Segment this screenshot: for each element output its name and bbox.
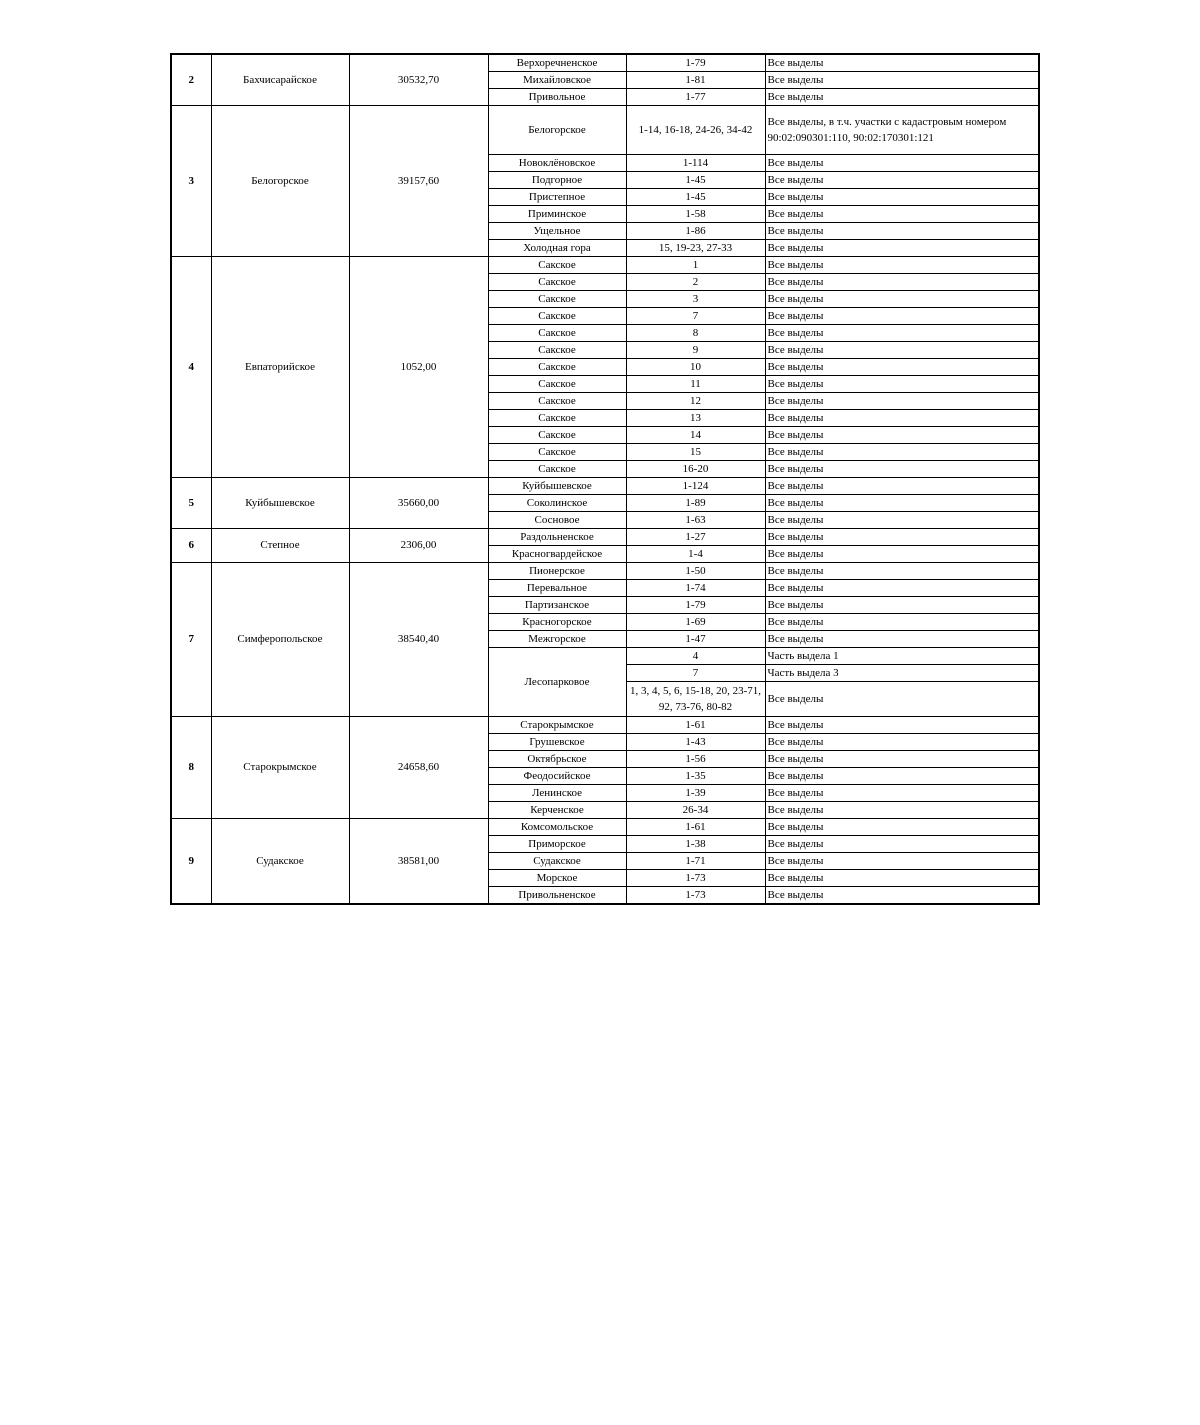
district-name: Красногвардейское — [488, 546, 626, 563]
vydel-description: Все выделы — [765, 342, 1039, 359]
district-name: Михайловское — [488, 72, 626, 89]
district-name: Привольное — [488, 89, 626, 106]
lesnichestvo-number: 5 — [171, 478, 211, 529]
district-name: Перевальное — [488, 580, 626, 597]
vydel-description: Все выделы — [765, 410, 1039, 427]
lesnichestvo-name: Симферопольское — [211, 563, 349, 717]
district-name: Межгорское — [488, 631, 626, 648]
kvartal-numbers: 8 — [626, 325, 765, 342]
district-name: Комсомольское — [488, 819, 626, 836]
vydel-description: Все выделы — [765, 444, 1039, 461]
vydel-description: Все выделы — [765, 495, 1039, 512]
table-row — [171, 563, 1039, 580]
lesnichestvo-name: Белогорское — [211, 106, 349, 257]
kvartal-numbers: 15 — [626, 444, 765, 461]
lesnichestvo-number: 8 — [171, 717, 211, 819]
district-name: Красногорское — [488, 614, 626, 631]
kvartal-numbers: 7 — [626, 308, 765, 325]
lesnichestvo-area: 1052,00 — [349, 257, 488, 478]
lesnichestvo-area: 2306,00 — [349, 529, 488, 563]
kvartal-numbers: 1-39 — [626, 785, 765, 802]
table-row — [171, 529, 1039, 546]
vydel-description: Все выделы — [765, 768, 1039, 785]
vydel-description: Все выделы — [765, 870, 1039, 887]
vydel-description: Все выделы — [765, 461, 1039, 478]
lesnichestvo-number: 2 — [171, 54, 211, 106]
vydel-description: Все выделы — [765, 257, 1039, 274]
kvartal-numbers: 10 — [626, 359, 765, 376]
vydel-description: Все выделы — [765, 614, 1039, 631]
lesnichestvo-area: 38540,40 — [349, 563, 488, 717]
kvartal-numbers: 1-81 — [626, 72, 765, 89]
kvartal-numbers: 13 — [626, 410, 765, 427]
kvartal-numbers: 1-86 — [626, 223, 765, 240]
vydel-description: Все выделы — [765, 376, 1039, 393]
lesnichestvo-number: 9 — [171, 819, 211, 905]
vydel-description: Все выделы, в т.ч. участки с кадастровым номером 90:02:090301:110, 90:02:170301:121 — [765, 106, 1039, 155]
district-name: Феодосийское — [488, 768, 626, 785]
lesnichestvo-name: Бахчисарайское — [211, 54, 349, 106]
forestry-table — [170, 53, 1040, 905]
kvartal-numbers: 1-71 — [626, 853, 765, 870]
vydel-description: Все выделы — [765, 597, 1039, 614]
district-name: Керченское — [488, 802, 626, 819]
kvartal-numbers: 15, 19-23, 27-33 — [626, 240, 765, 257]
district-name: Новоклёновское — [488, 155, 626, 172]
kvartal-numbers: 7 — [626, 665, 765, 682]
district-name: Сакское — [488, 444, 626, 461]
district-name: Привольненское — [488, 887, 626, 905]
lesnichestvo-name: Евпаторийское — [211, 257, 349, 478]
kvartal-numbers: 1, 3, 4, 5, 6, 15-18, 20, 23-71, 92, 73-76, 80-82 — [626, 682, 765, 717]
lesnichestvo-area: 30532,70 — [349, 54, 488, 106]
lesnichestvo-name: Степное — [211, 529, 349, 563]
kvartal-numbers: 26-34 — [626, 802, 765, 819]
district-name: Верхоречненское — [488, 54, 626, 72]
district-name: Сакское — [488, 308, 626, 325]
lesnichestvo-number: 7 — [171, 563, 211, 717]
district-name: Сакское — [488, 257, 626, 274]
vydel-description: Все выделы — [765, 206, 1039, 223]
table-row — [171, 54, 1039, 72]
vydel-description: Все выделы — [765, 189, 1039, 206]
vydel-description: Все выделы — [765, 682, 1039, 717]
kvartal-numbers: 1-45 — [626, 172, 765, 189]
vydel-description: Все выделы — [765, 819, 1039, 836]
vydel-description: Все выделы — [765, 631, 1039, 648]
district-name: Сакское — [488, 359, 626, 376]
vydel-description: Все выделы — [765, 54, 1039, 72]
table-row — [171, 717, 1039, 734]
vydel-description: Все выделы — [765, 223, 1039, 240]
vydel-description: Все выделы — [765, 785, 1039, 802]
kvartal-numbers: 1 — [626, 257, 765, 274]
lesnichestvo-area: 24658,60 — [349, 717, 488, 819]
kvartal-numbers: 2 — [626, 274, 765, 291]
district-name: Сосновое — [488, 512, 626, 529]
district-name: Подгорное — [488, 172, 626, 189]
lesnichestvo-name: Судакское — [211, 819, 349, 905]
table-row — [171, 106, 1039, 155]
kvartal-numbers: 1-79 — [626, 597, 765, 614]
vydel-description: Все выделы — [765, 512, 1039, 529]
district-name: Сакское — [488, 274, 626, 291]
kvartal-numbers: 1-114 — [626, 155, 765, 172]
kvartal-numbers: 1-38 — [626, 836, 765, 853]
vydel-description: Все выделы — [765, 172, 1039, 189]
lesnichestvo-number: 4 — [171, 257, 211, 478]
kvartal-numbers: 9 — [626, 342, 765, 359]
vydel-description: Все выделы — [765, 427, 1039, 444]
district-name: Сакское — [488, 342, 626, 359]
kvartal-numbers: 1-77 — [626, 89, 765, 106]
vydel-description: Все выделы — [765, 89, 1039, 106]
lesnichestvo-area: 39157,60 — [349, 106, 488, 257]
vydel-description: Часть выдела 3 — [765, 665, 1039, 682]
district-name: Грушевское — [488, 734, 626, 751]
district-name: Ленинское — [488, 785, 626, 802]
lesnichestvo-area: 38581,00 — [349, 819, 488, 905]
vydel-description: Все выделы — [765, 359, 1039, 376]
vydel-description: Все выделы — [765, 853, 1039, 870]
vydel-description: Все выделы — [765, 802, 1039, 819]
vydel-description: Все выделы — [765, 291, 1039, 308]
kvartal-numbers: 1-73 — [626, 887, 765, 905]
district-name: Куйбышевское — [488, 478, 626, 495]
district-name: Сакское — [488, 325, 626, 342]
kvartal-numbers: 1-69 — [626, 614, 765, 631]
lesnichestvo-number: 6 — [171, 529, 211, 563]
district-name: Раздольненское — [488, 529, 626, 546]
kvartal-numbers: 1-79 — [626, 54, 765, 72]
district-name: Сакское — [488, 461, 626, 478]
kvartal-numbers: 4 — [626, 648, 765, 665]
district-name: Сакское — [488, 410, 626, 427]
district-name: Лесопарковое — [488, 648, 626, 717]
kvartal-numbers: 12 — [626, 393, 765, 410]
lesnichestvo-name: Куйбышевское — [211, 478, 349, 529]
kvartal-numbers: 1-61 — [626, 717, 765, 734]
vydel-description: Все выделы — [765, 717, 1039, 734]
kvartal-numbers: 1-74 — [626, 580, 765, 597]
district-name: Ущельное — [488, 223, 626, 240]
district-name: Сакское — [488, 427, 626, 444]
vydel-description: Часть выдела 1 — [765, 648, 1039, 665]
district-name: Сакское — [488, 393, 626, 410]
kvartal-numbers: 11 — [626, 376, 765, 393]
kvartal-numbers: 1-56 — [626, 751, 765, 768]
lesnichestvo-name: Старокрымское — [211, 717, 349, 819]
kvartal-numbers: 1-58 — [626, 206, 765, 223]
vydel-description: Все выделы — [765, 580, 1039, 597]
vydel-description: Все выделы — [765, 240, 1039, 257]
kvartal-numbers: 1-27 — [626, 529, 765, 546]
lesnichestvo-area: 35660,00 — [349, 478, 488, 529]
table-row — [171, 819, 1039, 836]
kvartal-numbers: 1-14, 16-18, 24-26, 34-42 — [626, 106, 765, 155]
vydel-description: Все выделы — [765, 478, 1039, 495]
vydel-description: Все выделы — [765, 155, 1039, 172]
vydel-description: Все выделы — [765, 734, 1039, 751]
district-name: Сакское — [488, 376, 626, 393]
district-name: Соколинское — [488, 495, 626, 512]
kvartal-numbers: 1-47 — [626, 631, 765, 648]
kvartal-numbers: 1-63 — [626, 512, 765, 529]
district-name: Пионерское — [488, 563, 626, 580]
district-name: Судакское — [488, 853, 626, 870]
kvartal-numbers: 1-35 — [626, 768, 765, 785]
kvartal-numbers: 3 — [626, 291, 765, 308]
district-name: Белогорское — [488, 106, 626, 155]
kvartal-numbers: 1-4 — [626, 546, 765, 563]
kvartal-numbers: 1-61 — [626, 819, 765, 836]
district-name: Холодная гора — [488, 240, 626, 257]
forestry-table-body — [171, 54, 1039, 904]
vydel-description: Все выделы — [765, 751, 1039, 768]
kvartal-numbers: 14 — [626, 427, 765, 444]
vydel-description: Все выделы — [765, 72, 1039, 89]
vydel-description: Все выделы — [765, 393, 1039, 410]
district-name: Приморское — [488, 836, 626, 853]
kvartal-numbers: 16-20 — [626, 461, 765, 478]
kvartal-numbers: 1-45 — [626, 189, 765, 206]
kvartal-numbers: 1-89 — [626, 495, 765, 512]
district-name: Сакское — [488, 291, 626, 308]
district-name: Октябрьское — [488, 751, 626, 768]
district-name: Партизанское — [488, 597, 626, 614]
vydel-description: Все выделы — [765, 325, 1039, 342]
kvartal-numbers: 1-43 — [626, 734, 765, 751]
kvartal-numbers: 1-50 — [626, 563, 765, 580]
vydel-description: Все выделы — [765, 563, 1039, 580]
vydel-description: Все выделы — [765, 887, 1039, 905]
lesnichestvo-number: 3 — [171, 106, 211, 257]
vydel-description: Все выделы — [765, 529, 1039, 546]
vydel-description: Все выделы — [765, 546, 1039, 563]
kvartal-numbers: 1-73 — [626, 870, 765, 887]
district-name: Морское — [488, 870, 626, 887]
table-row — [171, 257, 1039, 274]
district-name: Старокрымское — [488, 717, 626, 734]
vydel-description: Все выделы — [765, 274, 1039, 291]
district-name: Приминское — [488, 206, 626, 223]
district-name: Пристепное — [488, 189, 626, 206]
vydel-description: Все выделы — [765, 308, 1039, 325]
vydel-description: Все выделы — [765, 836, 1039, 853]
table-row — [171, 478, 1039, 495]
kvartal-numbers: 1-124 — [626, 478, 765, 495]
